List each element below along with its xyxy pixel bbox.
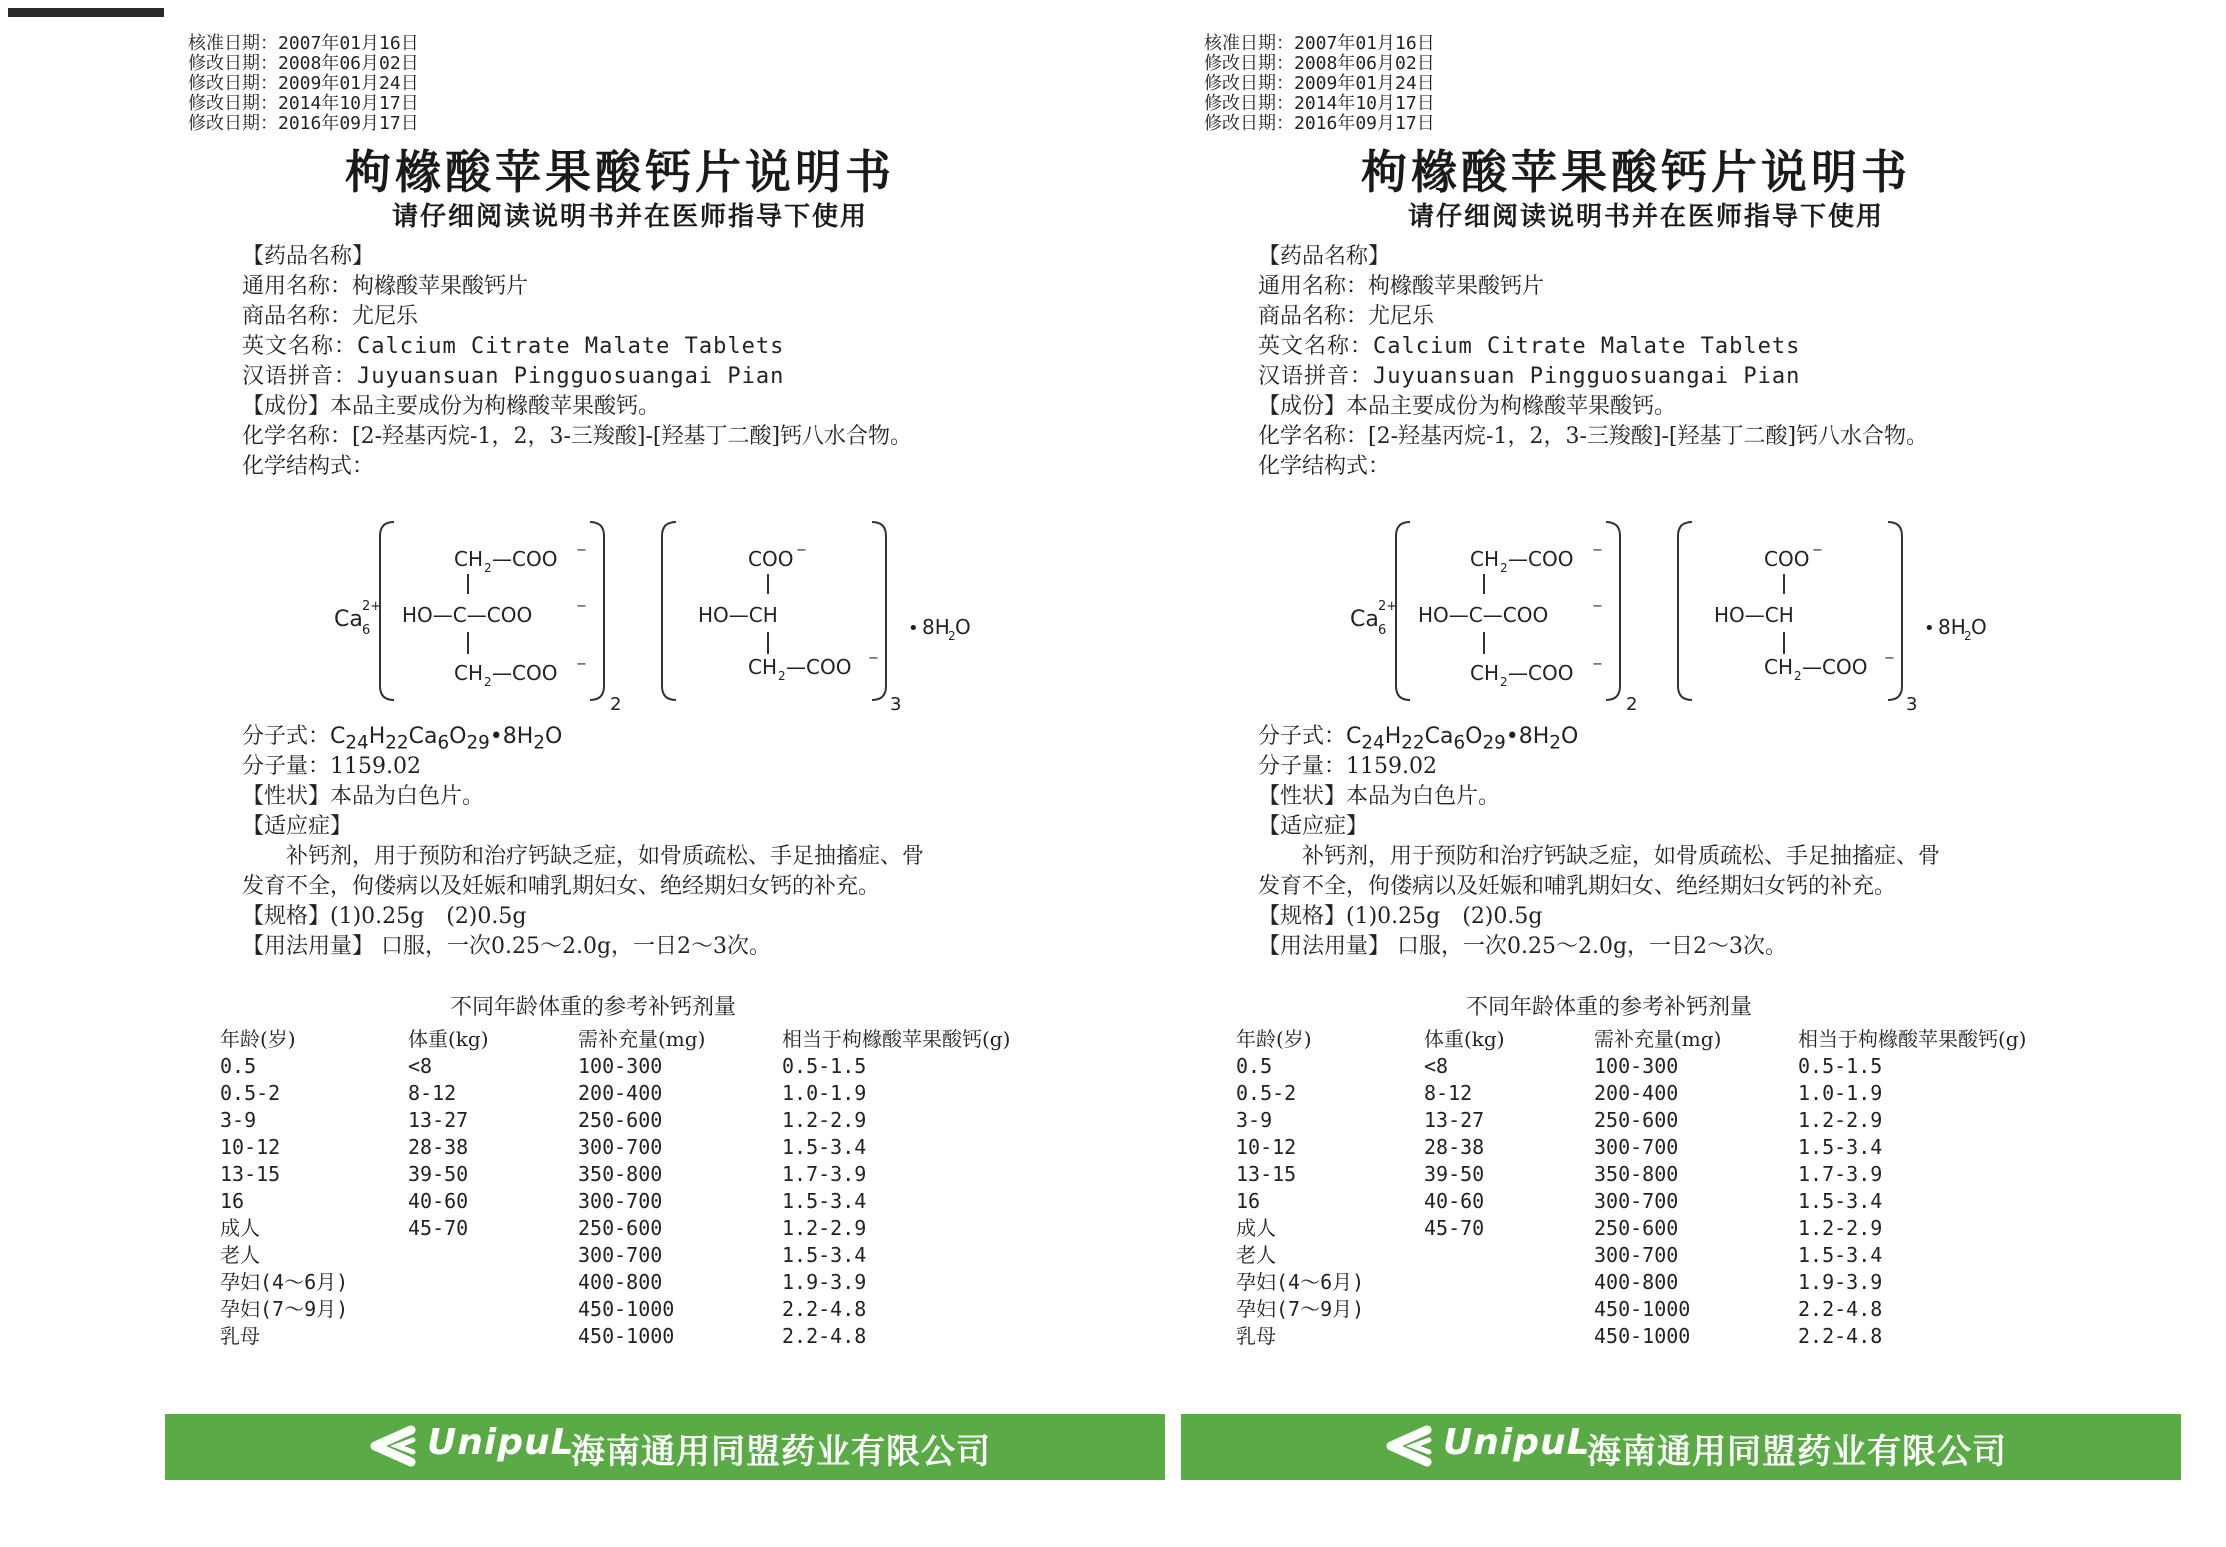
table-cell: 45-70	[1424, 1216, 1485, 1240]
formula-o: O	[449, 724, 467, 749]
table-cell: 老人	[1236, 1243, 1276, 1267]
water-dot: •	[1924, 618, 1935, 639]
table-cell: 250-600	[578, 1216, 663, 1240]
formula-o: O	[1465, 724, 1483, 749]
water-sub: 2	[948, 629, 956, 643]
table-cell: 28-38	[1424, 1135, 1485, 1159]
date-line: 修改日期：2016年09月17日	[1204, 113, 1435, 134]
table-row	[1236, 1107, 2136, 1134]
approval-dates	[1204, 34, 1435, 134]
table-row	[1236, 1296, 2136, 1323]
table-cell: 0.5-1.5	[1798, 1054, 1883, 1078]
molecular-weight: 分子量：1159.02	[242, 754, 421, 779]
formula-ca-n: 6	[1453, 732, 1466, 754]
table-cell: 13-15	[1236, 1162, 1297, 1186]
document-title: 枸橼酸苹果酸钙片说明书	[1361, 145, 1911, 199]
malate-bot-ch2: CH	[1764, 655, 1794, 679]
table-row	[1236, 1080, 2136, 1107]
table-header-cell: 相当于枸橼酸苹果酸钙(g)	[1798, 1027, 2027, 1051]
table-cell: 13-27	[408, 1108, 469, 1132]
table-cell: 3-9	[220, 1108, 257, 1132]
formula-o-n: 29	[1482, 732, 1506, 754]
formula-ca-n: 6	[437, 732, 450, 754]
citrate-mid-minus: −	[1592, 599, 1603, 614]
indications-header: 【适应症】	[1258, 814, 1369, 839]
table-cell: 450-1000	[578, 1324, 675, 1348]
unipul-logo-icon	[1377, 1424, 1437, 1468]
citrate-bot-minus: −	[576, 657, 587, 672]
formula-h: H	[1384, 724, 1402, 749]
table-cell: 1.2-2.9	[782, 1216, 867, 1240]
table-row	[220, 1053, 1120, 1080]
table-header-cell: 需补充量(mg)	[578, 1027, 706, 1051]
table-cell: 孕妇(4～6月)	[1236, 1270, 1365, 1294]
table-header-cell: 需补充量(mg)	[1594, 1027, 1722, 1051]
structure-label: 化学结构式：	[1258, 454, 1391, 479]
citrate-mid-minus: −	[576, 599, 587, 614]
table-cell: 成人	[220, 1216, 260, 1240]
formula-c: C	[330, 724, 346, 749]
table-row	[220, 1107, 1120, 1134]
table-cell: 350-800	[1594, 1162, 1679, 1186]
table-cell: 300-700	[1594, 1135, 1679, 1159]
table-row	[1236, 1242, 2136, 1269]
document-subtitle: 请仔细阅读说明书并在医师指导下使用	[1408, 202, 1885, 232]
table-row	[220, 1080, 1120, 1107]
date-line: 修改日期：2008年06月02日	[1204, 53, 1435, 74]
calcium-charge: 2+	[1378, 599, 1398, 614]
formula-ca: Ca	[408, 724, 438, 749]
table-cell: 1.0-1.9	[1798, 1081, 1883, 1105]
table-cell: <8	[408, 1054, 433, 1078]
citrate-bot-coo: —COO	[492, 661, 558, 685]
table-cell: 1.5-3.4	[782, 1135, 867, 1159]
table-row	[1236, 1053, 2136, 1080]
formula-c-n: 24	[1361, 732, 1385, 754]
formula-tail-sub: 2	[533, 732, 545, 754]
indications-text-1: 补钙剂，用于预防和治疗钙缺乏症，如骨质疏松、手足抽搐症、骨	[286, 844, 925, 869]
indications-text-2: 发育不全，佝偻病以及妊娠和哺乳期妇女、绝经期妇女钙的补充。	[242, 874, 881, 899]
date-line: 修改日期：2016年09月17日	[188, 113, 419, 134]
date-line: 修改日期：2009年01月24日	[188, 73, 419, 94]
drug-name-header: 【药品名称】	[1258, 244, 1391, 269]
malate-count: 3	[890, 694, 902, 715]
table-cell: 2.2-4.8	[1798, 1297, 1883, 1321]
malate-center: HO—CH	[698, 603, 778, 627]
table-header-cell: 年龄(岁)	[1236, 1027, 1312, 1051]
table-cell: 成人	[1236, 1216, 1276, 1240]
table-cell: 300-700	[578, 1243, 663, 1267]
date-line: 修改日期：2009年01月24日	[1204, 73, 1435, 94]
table-cell: 1.5-3.4	[1798, 1135, 1883, 1159]
formula-c-n: 24	[345, 732, 369, 754]
table-row	[1236, 1215, 2136, 1242]
table-cell: 0.5-1.5	[782, 1054, 867, 1078]
table-cell: 0.5-2	[1236, 1081, 1297, 1105]
calcium-charge: 2+	[362, 599, 382, 614]
table-cell: 乳母	[1236, 1324, 1276, 1348]
dose-table-title: 不同年龄体重的参考补钙剂量	[450, 995, 737, 1020]
calcium-count: 6	[362, 623, 371, 638]
chemical-name: 化学名称：[2-羟基丙烷-1，2，3-三羧酸]-[羟基丁二酸]钙八水合物。	[242, 424, 913, 449]
table-cell: 1.5-3.4	[1798, 1189, 1883, 1213]
formula-tail: •8H	[489, 724, 534, 749]
structure-label: 化学结构式：	[242, 454, 375, 479]
citrate-bot-sub: 2	[484, 675, 492, 689]
calcium-symbol: Ca	[1350, 607, 1379, 632]
water-dot: •	[908, 618, 919, 639]
dosage: 【用法用量】 口服，一次0.25～2.0g，一日2～3次。	[1258, 934, 1788, 959]
bracket-2-right	[872, 522, 886, 700]
citrate-bot-coo: —COO	[1508, 661, 1574, 685]
ingredients: 【成份】本品主要成份为枸橼酸苹果酸钙。	[242, 394, 661, 419]
ingredients: 【成份】本品主要成份为枸橼酸苹果酸钙。	[1258, 394, 1677, 419]
formula-label: 分子式：	[1258, 724, 1347, 749]
table-cell: 28-38	[408, 1135, 469, 1159]
citrate-top-coo: —COO	[492, 547, 558, 571]
table-cell: 250-600	[578, 1108, 663, 1132]
table-cell: 3-9	[1236, 1108, 1273, 1132]
table-cell: 250-600	[1594, 1216, 1679, 1240]
approval-dates	[188, 34, 419, 134]
citrate-top-ch2: CH	[454, 547, 484, 571]
pinyin-name: 汉语拼音：Juyuansuan Pingguosuangai Pian	[1258, 364, 1801, 389]
formula-tail: •8H	[1505, 724, 1550, 749]
citrate-bot-sub: 2	[1500, 675, 1508, 689]
date-line: 核准日期：2007年01月16日	[1204, 33, 1435, 54]
trade-name: 商品名称：尤尼乐	[242, 304, 419, 329]
water-o: O	[1971, 615, 1987, 639]
table-cell: 1.0-1.9	[782, 1081, 867, 1105]
table-cell: 8-12	[1424, 1081, 1473, 1105]
formula-ca: Ca	[1424, 724, 1454, 749]
citrate-top-ch2: CH	[1470, 547, 1500, 571]
table-cell: 1.7-3.9	[1798, 1162, 1883, 1186]
leaflet-page-left	[150, 0, 1210, 1547]
table-row	[220, 1188, 1120, 1215]
table-cell: 39-50	[408, 1162, 469, 1186]
malate-bot-minus: −	[868, 651, 879, 666]
table-cell: 350-800	[578, 1162, 663, 1186]
table-header-cell: 年龄(岁)	[220, 1027, 296, 1051]
malate-top-coo: COO	[1764, 547, 1810, 571]
table-cell: 300-700	[578, 1189, 663, 1213]
dose-table-title: 不同年龄体重的参考补钙剂量	[1466, 995, 1753, 1020]
citrate-center: HO—C—COO	[1418, 603, 1549, 627]
leaflet-body	[1258, 242, 2198, 962]
chemical-structure	[242, 482, 1182, 722]
indications-text-2: 发育不全，佝偻病以及妊娠和哺乳期妇女、绝经期妇女钙的补充。	[1258, 874, 1897, 899]
formula-c: C	[1346, 724, 1362, 749]
table-row	[220, 1242, 1120, 1269]
table-cell: 10-12	[1236, 1135, 1297, 1159]
table-cell: 400-800	[1594, 1270, 1679, 1294]
table-cell: 1.2-2.9	[1798, 1216, 1883, 1240]
formula-h: H	[368, 724, 386, 749]
scan-edge-bar	[8, 8, 164, 17]
company-footer-banner	[165, 1414, 1165, 1480]
table-cell: 100-300	[1594, 1054, 1679, 1078]
leaflet-page-right	[1166, 0, 2226, 1547]
table-row	[1236, 1323, 2136, 1350]
malate-bot-coo: —COO	[786, 655, 852, 679]
citrate-bot-ch2: CH	[454, 661, 484, 685]
table-cell: 200-400	[1594, 1081, 1679, 1105]
date-line: 修改日期：2014年10月17日	[188, 93, 419, 114]
dosage: 【用法用量】 口服，一次0.25～2.0g，一日2～3次。	[242, 934, 772, 959]
table-cell: 1.5-3.4	[1798, 1243, 1883, 1267]
company-footer-banner	[1181, 1414, 2181, 1480]
citrate-top-minus: −	[1592, 543, 1603, 558]
malate-bot-coo: —COO	[1802, 655, 1868, 679]
specification: 【规格】(1)0.25g (2)0.5g	[242, 904, 527, 929]
dose-table	[1236, 1026, 2136, 1350]
table-row	[1236, 1134, 2136, 1161]
malate-top-coo: COO	[748, 547, 794, 571]
table-row	[1236, 1269, 2136, 1296]
malate-bot-sub: 2	[1794, 669, 1802, 683]
malate-bot-minus: −	[1884, 651, 1895, 666]
table-cell: 300-700	[1594, 1243, 1679, 1267]
chemical-structure	[1258, 482, 2198, 722]
table-cell: 200-400	[578, 1081, 663, 1105]
calcium-symbol: Ca	[334, 607, 363, 632]
malate-center: HO—CH	[1714, 603, 1794, 627]
citrate-center: HO—C—COO	[402, 603, 533, 627]
table-cell: 1.2-2.9	[782, 1108, 867, 1132]
table-cell: 16	[1236, 1189, 1261, 1213]
water-sub: 2	[1964, 629, 1972, 643]
pinyin-name: 汉语拼音：Juyuansuan Pingguosuangai Pian	[242, 364, 785, 389]
calcium-count: 6	[1378, 623, 1387, 638]
structure-diagram	[1258, 482, 1987, 722]
molecular-formula	[1258, 722, 2198, 752]
table-cell: 16	[220, 1189, 245, 1213]
table-header-row	[220, 1026, 1120, 1053]
table-cell: 1.5-3.4	[782, 1189, 867, 1213]
table-row	[220, 1269, 1120, 1296]
citrate-top-minus: −	[576, 543, 587, 558]
table-header-cell: 体重(kg)	[1424, 1027, 1505, 1051]
formula-tail-o: O	[544, 724, 563, 749]
table-cell: 400-800	[578, 1270, 663, 1294]
table-cell: 13-27	[1424, 1108, 1485, 1132]
table-cell: 450-1000	[1594, 1324, 1691, 1348]
trade-name: 商品名称：尤尼乐	[1258, 304, 1435, 329]
formula-o-n: 29	[466, 732, 490, 754]
molecular-weight: 分子量：1159.02	[1258, 754, 1437, 779]
formula-tail-sub: 2	[1549, 732, 1561, 754]
formula-h-n: 22	[385, 732, 409, 754]
citrate-bot-ch2: CH	[1470, 661, 1500, 685]
table-header-row	[1236, 1026, 2136, 1053]
malate-top-minus: −	[796, 543, 807, 558]
date-line: 修改日期：2008年06月02日	[188, 53, 419, 74]
table-cell: 300-700	[1594, 1189, 1679, 1213]
table-cell: 孕妇(4～6月)	[220, 1270, 349, 1294]
malate-count: 3	[1906, 694, 1918, 715]
table-cell: 1.9-3.9	[782, 1270, 867, 1294]
table-header-cell: 体重(kg)	[408, 1027, 489, 1051]
formula-label: 分子式：	[242, 724, 331, 749]
table-cell: 300-700	[578, 1135, 663, 1159]
chemical-name: 化学名称：[2-羟基丙烷-1，2，3-三羧酸]-[羟基丁二酸]钙八水合物。	[1258, 424, 1929, 449]
table-cell: 0.5-2	[220, 1081, 281, 1105]
bracket-1-right	[590, 522, 604, 700]
citrate-bot-minus: −	[1592, 657, 1603, 672]
molecular-formula	[242, 722, 1182, 752]
table-cell: 孕妇(7～9月)	[1236, 1297, 1365, 1321]
citrate-top-coo: —COO	[1508, 547, 1574, 571]
table-row	[220, 1134, 1120, 1161]
english-name: 英文名称：Calcium Citrate Malate Tablets	[242, 334, 785, 359]
table-cell: 孕妇(7～9月)	[220, 1297, 349, 1321]
table-cell: 250-600	[1594, 1108, 1679, 1132]
english-name: 英文名称：Calcium Citrate Malate Tablets	[1258, 334, 1801, 359]
table-row	[1236, 1161, 2136, 1188]
table-header-cell: 相当于枸橼酸苹果酸钙(g)	[782, 1027, 1011, 1051]
table-row	[220, 1161, 1120, 1188]
table-cell: 40-60	[408, 1189, 469, 1213]
bracket-1-right	[1606, 522, 1620, 700]
water-o: O	[955, 615, 971, 639]
citrate-top-sub: 2	[1500, 561, 1508, 575]
table-cell: 0.5	[1236, 1054, 1273, 1078]
table-cell: 450-1000	[1594, 1297, 1691, 1321]
document-title: 枸橼酸苹果酸钙片说明书	[345, 145, 895, 199]
table-cell: 40-60	[1424, 1189, 1485, 1213]
table-cell: 13-15	[220, 1162, 281, 1186]
bracket-2-left	[662, 522, 676, 700]
table-cell: 老人	[220, 1243, 260, 1267]
table-row	[220, 1323, 1120, 1350]
document-subtitle: 请仔细阅读说明书并在医师指导下使用	[392, 202, 869, 232]
citrate-top-sub: 2	[484, 561, 492, 575]
malate-bot-sub: 2	[778, 669, 786, 683]
indications-text-1: 补钙剂，用于预防和治疗钙缺乏症，如骨质疏松、手足抽搐症、骨	[1302, 844, 1941, 869]
table-cell: 450-1000	[578, 1297, 675, 1321]
bracket-2-left	[1678, 522, 1692, 700]
table-cell: 2.2-4.8	[782, 1297, 867, 1321]
unipul-logo-icon	[361, 1424, 421, 1468]
drug-name-header: 【药品名称】	[242, 244, 375, 269]
table-cell: 8-12	[408, 1081, 457, 1105]
generic-name: 通用名称：枸橼酸苹果酸钙片	[242, 274, 529, 299]
table-cell: 2.2-4.8	[1798, 1324, 1883, 1348]
table-cell: 1.5-3.4	[782, 1243, 867, 1267]
table-row	[1236, 1188, 2136, 1215]
table-row	[220, 1296, 1120, 1323]
leaflet-body	[242, 242, 1182, 962]
company-name: 海南通用同盟药业有限公司	[1587, 1432, 2007, 1472]
generic-name: 通用名称：枸橼酸苹果酸钙片	[1258, 274, 1545, 299]
dose-table	[220, 1026, 1120, 1350]
water-8h: 8H	[1938, 615, 1966, 639]
date-line: 修改日期：2014年10月17日	[1204, 93, 1435, 114]
table-cell: 0.5	[220, 1054, 257, 1078]
table-cell: 39-50	[1424, 1162, 1485, 1186]
brand-name: UnipuL	[1443, 1422, 1591, 1463]
table-cell: 2.2-4.8	[782, 1324, 867, 1348]
citrate-count: 2	[610, 694, 622, 715]
appearance: 【性状】本品为白色片。	[242, 784, 485, 809]
date-line: 核准日期：2007年01月16日	[188, 33, 419, 54]
indications-header: 【适应症】	[242, 814, 353, 839]
table-cell: 100-300	[578, 1054, 663, 1078]
table-row	[220, 1215, 1120, 1242]
bracket-1-left	[380, 522, 394, 700]
malate-top-minus: −	[1812, 543, 1823, 558]
formula-tail-o: O	[1560, 724, 1579, 749]
structure-diagram	[242, 482, 971, 722]
brand-name: UnipuL	[427, 1422, 575, 1463]
table-cell: 1.2-2.9	[1798, 1108, 1883, 1132]
water-8h: 8H	[922, 615, 950, 639]
table-cell: 1.9-3.9	[1798, 1270, 1883, 1294]
citrate-count: 2	[1626, 694, 1638, 715]
formula-h-n: 22	[1401, 732, 1425, 754]
table-cell: 45-70	[408, 1216, 469, 1240]
table-cell: 1.7-3.9	[782, 1162, 867, 1186]
appearance: 【性状】本品为白色片。	[1258, 784, 1501, 809]
specification: 【规格】(1)0.25g (2)0.5g	[1258, 904, 1543, 929]
table-cell: <8	[1424, 1054, 1449, 1078]
bracket-1-left	[1396, 522, 1410, 700]
company-name: 海南通用同盟药业有限公司	[571, 1432, 991, 1472]
table-cell: 乳母	[220, 1324, 260, 1348]
malate-bot-ch2: CH	[748, 655, 778, 679]
bracket-2-right	[1888, 522, 1902, 700]
table-cell: 10-12	[220, 1135, 281, 1159]
